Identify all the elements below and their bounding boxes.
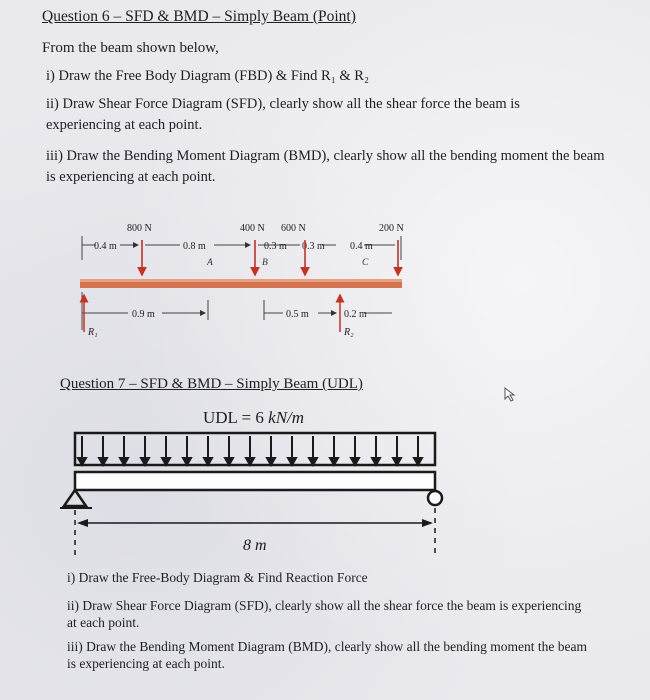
dim-0-9m: 0.9 m: [132, 309, 155, 320]
dim-0-2m: 0.2 m: [344, 309, 367, 320]
udl-arrows: [78, 436, 422, 465]
dim-0-3m-a: 0.3 m: [264, 241, 287, 252]
dim-0-4m-left: 0.4 m: [94, 241, 117, 252]
dim-0-4m-right: 0.4 m: [350, 241, 373, 252]
question-7-task-2: ii) Draw Shear Force Diagram (SFD), clearly show all the shear force the beam is experiencing at each point.: [67, 598, 582, 630]
dim-0-8m: 0.8 m: [183, 241, 206, 252]
question-7-task-1: i) Draw the Free-Body Diagram & Find Reaction Force: [67, 570, 368, 585]
load-label-400: 400 N: [240, 223, 265, 234]
udl-load-box: [75, 433, 435, 465]
udl-label: UDL = 6 kN/m: [203, 408, 305, 427]
question-7-task-3: iii) Draw the Bending Moment Diagram (BMD), clearly show all the bending moment the beam is experiencing at each point.: [67, 639, 588, 671]
point-a-label: A: [207, 258, 213, 268]
reaction-r2-label: R₂: [344, 327, 354, 338]
dim-0-5m: 0.5 m: [286, 309, 309, 320]
udl-beam: [75, 472, 435, 490]
question-6-task-3: iii) Draw the Bending Moment Diagram (BMD), clearly show all the bending moment the beam is experiencing at each point.: [46, 148, 605, 185]
question-6-task-1: i) Draw the Free Body Diagram (FBD) & Find R₁ & R₂: [46, 68, 370, 84]
roller-support: [428, 491, 442, 505]
load-label-800: 800 N: [127, 223, 152, 234]
load-label-200: 200 N: [379, 223, 404, 234]
pin-support: [64, 490, 86, 506]
question-6-title: Question 6 – SFD & BMD – Simply Beam (Point): [42, 8, 356, 25]
question-6-task-2: ii) Draw Shear Force Diagram (SFD), clearly show all the shear force the beam is experiencing at each point.: [46, 96, 520, 133]
load-label-600: 600 N: [281, 223, 306, 234]
point-b-label: B: [262, 258, 268, 268]
question-7-title: Question 7 – SFD & BMD – Simply Beam (UDL): [60, 376, 363, 392]
reaction-r1-label: R₁: [88, 327, 98, 338]
span-length-label: 8 m: [243, 537, 267, 554]
dim-0-3m-b: 0.3 m: [302, 241, 325, 252]
udl-beam-diagram: [0, 420, 650, 560]
point-c-label: C: [362, 258, 369, 268]
question-6-intro: From the beam shown below,: [42, 40, 219, 56]
mouse-cursor-icon: [503, 386, 517, 402]
